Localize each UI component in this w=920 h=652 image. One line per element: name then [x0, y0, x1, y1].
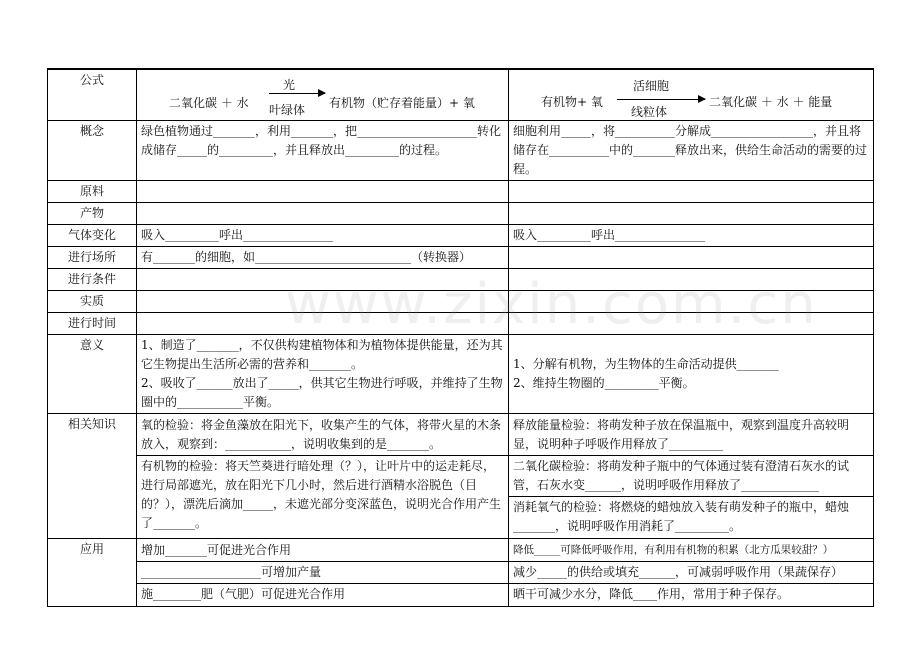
- formula-reactants: 有机物+ 氧: [541, 95, 603, 109]
- respiration-concept: 细胞利用_____，将__________分解成_________________，并且将储存在__________中的_______释放出来，供给生命活动的需要的过程。: [509, 121, 874, 181]
- application-item: 降低_____可降低呼吸作用，有利用有机物的积累（北方瓜果较甜？）: [509, 540, 873, 562]
- knowledge-item: 消耗氧气的检验：将燃烧的蜡烛放入装有萌发种子的瓶中，蜡烛_______，说明呼吸作用消耗了_________。: [513, 500, 850, 533]
- row-label: 进行时间: [48, 313, 137, 335]
- row-label: 相关知识: [48, 414, 137, 539]
- formula-condition-living-cell: 活细胞: [633, 79, 670, 93]
- arrow-icon: [617, 99, 705, 100]
- knowledge-item: 有机物的检验：将天竺葵进行暗处理（？），让叶片中的运走耗尽，进行局部遮光，放在阳光下几小时，然后进行酒精水浴脱色（目的？），漂洗后滴加_____，未遮光部分变深蓝色，说明光合作用产生了_______。: [141, 459, 502, 530]
- respiration-condition: [509, 269, 874, 291]
- respiration-knowledge: [509, 414, 874, 539]
- knowledge-item: 释放能量检验：将萌发种子放在保温瓶中，观察到温度升高较明显，说明种子呼吸作用释放了_________: [509, 415, 873, 456]
- respiration-raw: [509, 181, 874, 203]
- site-row: [48, 247, 874, 269]
- row-label: 进行条件: [48, 269, 137, 291]
- formula-products: 有机物（贮存着能量）+ 氧: [329, 96, 475, 110]
- formula-condition-chloroplast: 叶绿体: [269, 103, 306, 117]
- meaning-row: [48, 335, 874, 414]
- photosynthesis-condition: [137, 269, 509, 291]
- arrow-icon: [269, 93, 325, 94]
- respiration-essence: [509, 291, 874, 313]
- row-label: 产物: [48, 203, 137, 225]
- meaning-item: 2、维持生物圈的_________平衡。: [513, 376, 695, 390]
- application-item: ____________________可增加产量: [137, 562, 508, 584]
- row-label: 公式: [48, 69, 137, 121]
- respiration-time: [509, 313, 874, 335]
- respiration-application: [509, 539, 874, 607]
- photosynthesis-essence: [137, 291, 509, 313]
- formula-reactants: 二氧化碳 ＋ 水: [169, 96, 249, 110]
- watermark: www.zixin.com.cn: [285, 272, 818, 337]
- knowledge-item: 二氧化碳检验：将萌发种子瓶中的气体通过装有澄清石灰水的试管，石灰水变______，说明呼吸作用释放了_____________: [509, 456, 873, 497]
- meaning-item: 1、制造了_______，不仅供构建植物体和为植物体提供能量，还为其它生物提出生活所必需的营养和_______。: [141, 338, 503, 371]
- application-item: 减少_____的供给或填充______，可减弱呼吸作用（果蔬保存）: [509, 562, 873, 584]
- row-label: 进行场所: [48, 247, 137, 269]
- essence-row: [48, 291, 874, 313]
- respiration-product: [509, 203, 874, 225]
- respiration-formula: [509, 69, 874, 121]
- condition-row: [48, 269, 874, 291]
- application-row: [48, 539, 874, 607]
- knowledge-item: 氧的检验：将金鱼藻放在阳光下，收集产生的气体，将带火星的木条放入，观察到：___________，说明收集到的是_______。: [137, 415, 508, 456]
- row-label: 意义: [48, 335, 137, 414]
- concept-row: [48, 121, 874, 181]
- photosynthesis-site: 有_______的细胞，如__________________________（转换器）: [137, 247, 509, 269]
- respiration-site: [509, 247, 874, 269]
- respiration-meaning: [509, 335, 874, 414]
- knowledge-row: [48, 414, 874, 539]
- photosynthesis-time: [137, 313, 509, 335]
- photosynthesis-gas: 吸入_________呼出_______________: [137, 225, 509, 247]
- photosynthesis-raw: [137, 181, 509, 203]
- row-label: 实质: [48, 291, 137, 313]
- respiration-gas: 吸入_________呼出_______________: [509, 225, 874, 247]
- meaning-item: 2、吸收了______放出了_____，供其它生物进行呼吸，并维持了生物圈中的___________平衡。: [141, 376, 503, 409]
- row-label: 原料: [48, 181, 137, 203]
- photosynthesis-concept: 绿色植物通过_______，利用_______，把____________________转化成储存_____的_________，并且释放出_________的过程。: [137, 121, 509, 181]
- application-item: 晒干可减少水分，降低____作用，常用于种子保存。: [513, 587, 790, 601]
- photosynthesis-formula: [137, 69, 509, 121]
- photosynthesis-application: [137, 539, 509, 607]
- row-label: 气体变化: [48, 225, 137, 247]
- row-label: 概念: [48, 121, 137, 181]
- photosynthesis-knowledge: [137, 414, 509, 539]
- comparison-table: [47, 68, 874, 607]
- product-row: [48, 203, 874, 225]
- formula-products: 二氧化碳 ＋ 水 ＋ 能量: [709, 95, 833, 109]
- gas-change-row: [48, 225, 874, 247]
- formula-condition-mitochondria: 线粒体: [631, 105, 668, 119]
- formula-row: [48, 69, 874, 121]
- photosynthesis-meaning: [137, 335, 509, 414]
- formula-condition-light: 光: [283, 78, 296, 92]
- application-item: 增加_______可促进光合作用: [137, 540, 508, 562]
- meaning-item: 1、分解有机物，为生物体的生命活动提供_______: [513, 357, 779, 371]
- row-label: 应用: [48, 539, 137, 607]
- photosynthesis-product: [137, 203, 509, 225]
- application-item: 施________肥（气肥）可促进光合作用: [141, 587, 346, 601]
- raw-material-row: [48, 181, 874, 203]
- time-row: [48, 313, 874, 335]
